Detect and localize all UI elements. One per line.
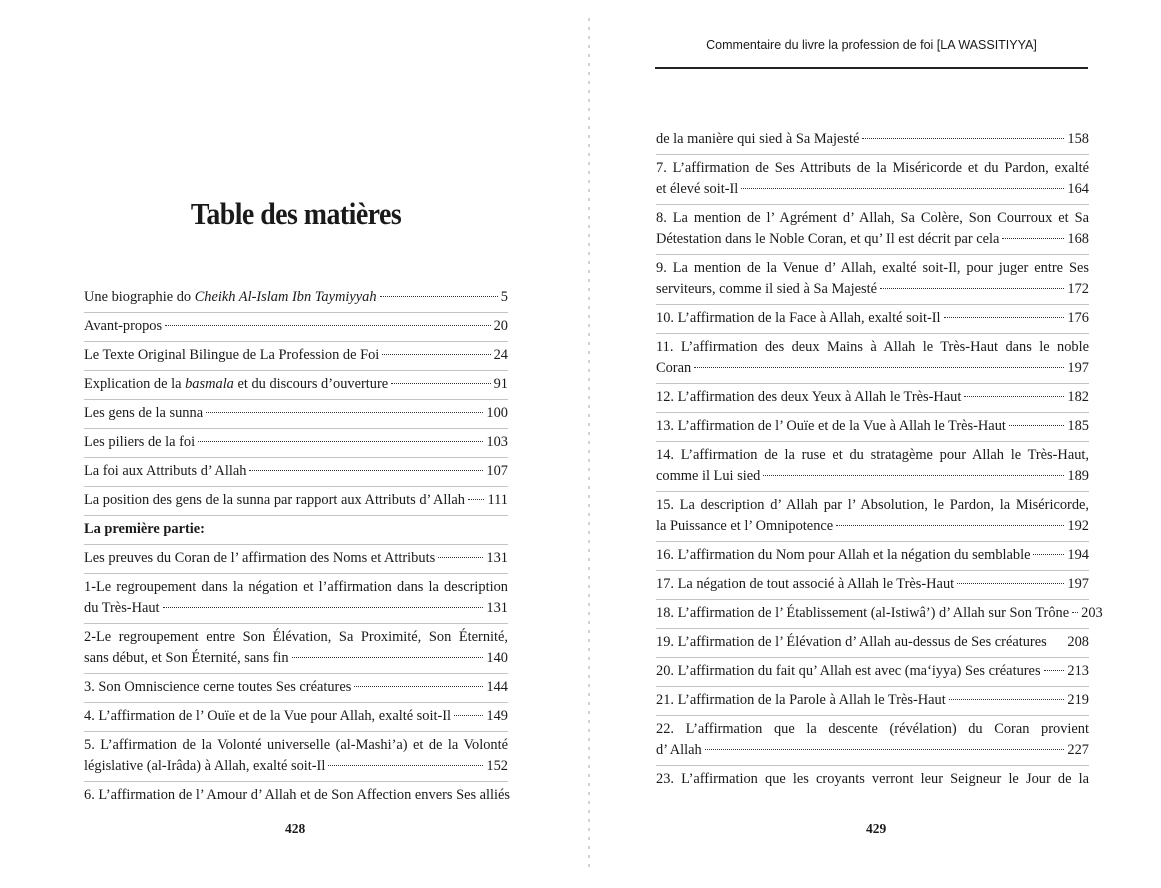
leader-dots	[949, 699, 1065, 700]
toc-entry-title: serviteurs, comme il sied à Sa Majesté	[656, 281, 877, 297]
toc-entry-text	[656, 416, 1006, 437]
toc-entry-title: Explication de la	[84, 376, 186, 392]
toc-entry-title: la Puissance et l’ Omnipotence	[656, 518, 834, 534]
toc-entry	[84, 673, 508, 702]
toc-entry-title: d’ Allah	[656, 742, 702, 758]
toc-entry-text	[656, 279, 877, 300]
toc-entry-title: sans début, et Son Éternité, sans fin	[84, 650, 289, 666]
toc-entry-text-line1: 9. La mention de la Venue d’ Allah, exalté soit-Il, pour juger entre Ses	[656, 260, 1089, 276]
leader-dots	[198, 441, 483, 442]
header-rule	[655, 67, 1088, 69]
toc-page-number: 203	[1081, 605, 1103, 621]
toc-entry-text	[84, 461, 246, 482]
toc-entry-title: 3. Son Omniscience cerne toutes Ses créatures	[84, 679, 352, 695]
toc-entry	[84, 370, 508, 399]
leader-dots	[292, 657, 484, 658]
toc-entry-text	[84, 374, 388, 395]
toc-entry-text	[84, 432, 195, 453]
toc-page-number: 91	[493, 376, 508, 392]
toc-entry-title-end: et du discours d’ouverture	[233, 376, 389, 392]
toc-entry-text	[84, 677, 351, 698]
toc-entry-title: 19. L’affirmation de l’ Élévation d’ Allah au-dessus de Ses créatures	[656, 634, 1047, 650]
toc-entry-text	[656, 308, 941, 329]
toc-entry-text	[84, 598, 160, 619]
toc-entry-text	[656, 603, 1069, 624]
toc-entry	[656, 686, 1089, 715]
toc-page-number: 24	[493, 347, 508, 363]
toc-page-number: 227	[1067, 742, 1089, 758]
toc-entry	[84, 623, 508, 673]
toc-page-number: 149	[486, 708, 508, 724]
toc-entry	[84, 573, 508, 623]
toc-page-number: 208	[1067, 634, 1089, 650]
leader-dots	[880, 288, 1064, 289]
toc-entry-title: du Très-Haut	[84, 600, 160, 616]
toc-entry-title: Coran	[656, 360, 692, 376]
toc-entry-text-line1: 14. L’affirmation de la ruse et du stratagème pour Allah le Très-Haut,	[656, 447, 1089, 463]
leader-dots	[249, 470, 483, 471]
toc-entry	[84, 399, 508, 428]
leader-dots	[957, 583, 1064, 584]
toc-entry	[84, 515, 508, 544]
toc-entry-title: 20. L’affirmation du fait qu’ Allah est avec (ma‘iyya) Ses créatures	[656, 663, 1041, 679]
leader-dots	[1009, 425, 1065, 426]
left-page	[0, 0, 580, 888]
toc-page-number: 131	[486, 600, 508, 616]
toc-entry-text	[84, 519, 205, 540]
toc-page-number: 197	[1067, 576, 1089, 592]
toc-list-left	[84, 284, 511, 810]
toc-page-number: 192	[1067, 518, 1089, 534]
toc-entry-text	[656, 129, 859, 150]
toc-entry	[656, 204, 1089, 254]
leader-dots	[354, 686, 483, 687]
toc-entry-text	[656, 690, 946, 711]
toc-entry	[656, 657, 1089, 686]
toc-entry-text	[656, 661, 1041, 682]
toc-entry-text	[84, 648, 289, 669]
leader-dots	[944, 317, 1065, 318]
toc-entry-text	[656, 740, 702, 761]
toc-entry-title: 6. L’affirmation de l’ Amour d’ Allah et de Son Affection envers Ses alliés	[84, 787, 511, 803]
toc-page-number: 185	[1067, 418, 1089, 434]
toc-entry-title: Les preuves du Coran de l’ affirmation des Noms et Attributs	[84, 550, 436, 566]
leader-dots	[438, 557, 483, 558]
toc-page-number: 168	[1067, 231, 1089, 247]
toc-page-number: 152	[486, 758, 508, 774]
toc-list-right	[656, 126, 1103, 794]
toc-entry	[656, 412, 1089, 441]
toc-page-number: 176	[1067, 310, 1089, 326]
toc-entry-text	[656, 574, 954, 595]
toc-entry-title: 4. L’affirmation de l’ Ouïe et de la Vue pour Allah, exalté soit-Il	[84, 708, 452, 724]
toc-entry	[84, 544, 508, 573]
leader-dots	[380, 296, 498, 297]
toc-page-number: 189	[1067, 468, 1089, 484]
toc-page-number: 107	[486, 463, 508, 479]
toc-entry	[656, 254, 1089, 304]
leader-dots	[1072, 612, 1078, 613]
toc-entry-text-line1: 22. L’affirmation que la descente (révélation) du Coran provient	[656, 721, 1089, 737]
toc-entry	[84, 341, 508, 370]
toc-entry-text	[656, 229, 999, 250]
toc-entry	[656, 333, 1089, 383]
toc-entry	[656, 304, 1089, 333]
toc-entry-title: législative (al-Irâda) à Allah, exalté soit-Il	[84, 758, 326, 774]
leader-dots	[836, 525, 1064, 526]
toc-entry-title: Les piliers de la foi	[84, 434, 196, 450]
toc-entry-text-line1: 15. La description d’ Allah par l’ Absolution, le Pardon, la Miséricorde,	[656, 497, 1089, 513]
toc-page-number: 164	[1067, 181, 1089, 197]
toc-entry-text	[656, 771, 1089, 787]
toc-entry	[656, 383, 1089, 412]
toc-entry-text	[656, 632, 1047, 653]
toc-entry-text	[84, 403, 203, 424]
toc-page-number: 131	[486, 550, 508, 566]
leader-dots	[964, 396, 1064, 397]
toc-entry-title: 16. L’affirmation du Nom pour Allah et la négation du semblable	[656, 547, 1031, 563]
toc-page-number: 111	[487, 492, 508, 508]
running-header: Commentaire du livre la profession de foi [LA WASSITIYYA]	[706, 38, 1037, 52]
toc-page-number: 144	[486, 679, 508, 695]
toc-entry	[656, 491, 1089, 541]
toc-page-number: 219	[1067, 692, 1089, 708]
leader-dots	[382, 354, 490, 355]
toc-page-number: 158	[1067, 131, 1089, 147]
toc-entry-title: 13. L’affirmation de l’ Ouïe et de la Vue à Allah le Très-Haut	[656, 418, 1006, 434]
toc-entry-title: Les gens de la sunna	[84, 405, 204, 421]
toc-entry-title: La position des gens de la sunna par rapport aux Attributs d’ Allah	[84, 492, 466, 508]
toc-entry	[656, 541, 1089, 570]
leader-dots	[468, 499, 484, 500]
toc-entry-text	[656, 516, 833, 537]
toc-entry-text-line1: 8. La mention de l’ Agrément d’ Allah, Sa Colère, Son Courroux et Sa	[656, 210, 1089, 226]
toc-entry-italic: Cheikh Al-Islam Ibn Taymiyyah	[194, 289, 377, 305]
toc-entry-title: de la manière qui sied à Sa Majesté	[656, 131, 860, 147]
leader-dots	[763, 475, 1064, 476]
toc-entry-title: comme il Lui sied	[656, 468, 761, 484]
toc-entry-text-line1: 7. L’affirmation de Ses Attributs de la Miséricorde et du Pardon, exalté	[656, 160, 1089, 176]
toc-page-number: 103	[486, 434, 508, 450]
toc-page-number: 100	[486, 405, 508, 421]
leader-dots	[391, 383, 490, 384]
toc-entry-title: 18. L’affirmation de l’ Établissement (al-Istiwâ’) d’ Allah sur Son Trône	[656, 605, 1070, 621]
toc-entry	[84, 731, 508, 781]
leader-dots	[454, 715, 483, 716]
toc-entry-title: Détestation dans le Noble Coran, et qu’ Il est décrit par cela	[656, 231, 1000, 247]
toc-entry-text	[84, 316, 162, 337]
leader-dots	[694, 367, 1064, 368]
toc-entry	[656, 628, 1089, 657]
toc-entry-text	[84, 756, 325, 777]
toc-entry	[656, 570, 1089, 599]
toc-entry-text	[84, 548, 435, 569]
toc-entry-text-line1: 11. L’affirmation des deux Mains à Allah le Très-Haut dans le noble	[656, 339, 1089, 355]
toc-page-number: 172	[1067, 281, 1089, 297]
toc-entry-title: Avant-propos	[84, 318, 163, 334]
toc-page-number: 140	[486, 650, 508, 666]
toc-entry-text	[84, 490, 465, 511]
toc-entry-title: et élevé soit-Il	[656, 181, 739, 197]
toc-page-number: 194	[1067, 547, 1089, 563]
leader-dots	[206, 412, 483, 413]
leader-dots	[163, 607, 484, 608]
toc-entry	[84, 702, 508, 731]
toc-entry	[656, 154, 1089, 204]
toc-entry-title: Le Texte Original Bilingue de La Profession de Foi	[84, 347, 380, 363]
toc-entry	[656, 126, 1089, 154]
toc-entry-text	[84, 287, 377, 308]
toc-entry-text	[656, 466, 760, 487]
toc-entry	[84, 312, 508, 341]
toc-entry	[84, 284, 508, 312]
leader-dots	[165, 325, 491, 326]
toc-entry	[84, 486, 508, 515]
toc-entry	[84, 457, 508, 486]
toc-entry	[656, 599, 1103, 628]
toc-page-number: 213	[1067, 663, 1089, 679]
toc-entry-title: 21. L’affirmation de la Parole à Allah le Très-Haut	[656, 692, 946, 708]
toc-entry-text-line1: 5. L’affirmation de la Volonté universelle (al-Mashi’a) et de la Volonté	[84, 737, 508, 753]
toc-entry-text	[84, 345, 379, 366]
toc-entry	[84, 428, 508, 457]
leader-dots	[741, 188, 1064, 189]
toc-entry	[84, 781, 511, 810]
toc-entry-text-line1: 1-Le regroupement dans la négation et l’affirmation dans la description	[84, 579, 508, 595]
toc-page-number: 20	[493, 318, 508, 334]
page-number-left: 428	[285, 821, 306, 836]
toc-entry-title: 10. L’affirmation de la Face à Allah, exalté soit-Il	[656, 310, 941, 326]
toc-entry-title: La première partie:	[84, 521, 205, 537]
toc-entry-title: La foi aux Attributs d’ Allah	[84, 463, 247, 479]
leader-dots	[328, 765, 483, 766]
toc-page-number: 5	[500, 289, 508, 305]
toc-page-number: 197	[1067, 360, 1089, 376]
toc-entry-title: 12. L’affirmation des deux Yeux à Allah le Très-Haut	[656, 389, 962, 405]
toc-entry-text	[84, 785, 510, 806]
page-title: Table des matières	[190, 196, 402, 231]
leader-dots	[1002, 238, 1064, 239]
toc-entry-text-line1: 2-Le regroupement entre Son Élévation, Sa Proximité, Son Éternité,	[84, 629, 508, 645]
toc-entry	[656, 441, 1089, 491]
toc-entry	[656, 715, 1089, 765]
toc-page-number: 182	[1067, 389, 1089, 405]
leader-dots	[1033, 554, 1064, 555]
toc-entry-text	[84, 706, 451, 727]
toc-entry-title: 17. La négation de tout associé à Allah le Très-Haut	[656, 576, 955, 592]
leader-dots	[705, 749, 1065, 750]
leader-dots	[1044, 670, 1065, 671]
toc-entry-italic: basmala	[185, 376, 234, 392]
toc-entry	[656, 765, 1089, 794]
leader-dots	[862, 138, 1064, 139]
page-number-right: 429	[866, 821, 887, 836]
toc-entry-text	[656, 179, 738, 200]
toc-entry-title: Une biographie do	[84, 289, 195, 305]
toc-entry-text	[656, 358, 691, 379]
toc-entry-title: 23. L’affirmation que les croyants verront leur Seigneur le Jour de la	[656, 771, 1089, 787]
toc-entry-text	[656, 387, 961, 408]
toc-entry-text	[656, 545, 1030, 566]
